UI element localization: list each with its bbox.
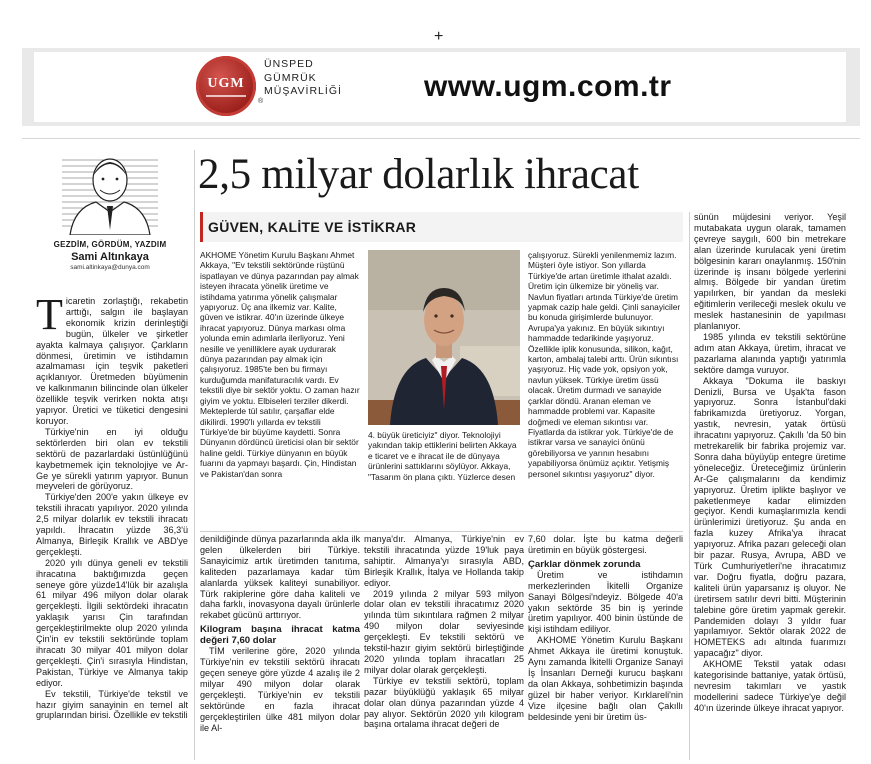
- logo-underline: [206, 95, 246, 97]
- author-email-link[interactable]: sami.altinkaya@dunya.com: [70, 264, 150, 271]
- article-column-5: [694, 212, 846, 760]
- column-label: GEZDİM, GÖRDÜM, YAZDIM: [53, 240, 167, 249]
- interviewee-photo: [368, 250, 520, 425]
- kicker-accent: [200, 212, 203, 242]
- paragraph: 1985 yılında ev tekstili sektörüne adım atan Akkaya, üretim, ihracat ve pazarlama alanında yaptığı yatırımla sektöre damga vuruyor.: [694, 331, 846, 375]
- paragraph: Üretim ve istihdamın merkezlerinden İkitelli Organize Sanayi Bölgesi'ndeyiz. Bölgede 40'a yakın sektörde 35 bin iş yerinde üretim yapılıyor. 400 binin üstünde de kişi istihdam ediliyor.: [528, 569, 683, 635]
- author-portrait: [60, 150, 160, 235]
- paragraph: sünün müjdesini veriyor. Yeşil mutabakata uygun olarak, tamamen çevreye saygılı, 600 bin metrekare alan üzerinde kurulacak yeni üretim bölgesinin kararı onaylanmış. 150'nin üzerinde iş insanı bölgede yerlerini almış. Bölgede bir yandan üretim yapılırken, bir yandan da mesleki eğitimlerin verileceği meslek okulu ve meslek hastanesinin de yapılması planlanıyor.: [694, 212, 846, 332]
- registered-mark: ®: [258, 98, 264, 105]
- column-divider: [689, 212, 690, 760]
- paragraph: Akkaya "Dokuma ile baskıyı Denizli, Bursa ve Uşak'ta fason yapıyoruz. Sonra İstanbul'daki fabrikamızda üretiyoruz. Yorgan, yastık, nevresin, yatak örtüsü ihracatını yapıyoruz. Çakıllı 'da 50 bin metrekarelik bir fabrika projemiz var. Sonra daha büyüyüp entegre üretime yöneleceğiz. Üreteceğimiz ürünlerin Ar-Ge çalışmalarını da kendimiz yapıyoruz. Üretim iplikte başlıyor ve paketlenmeye kadar elimizden geçiyor. Kendi kumaşlarımızla kendi ürünlerimizi üretiyoruz. Şu anda en fazla kuzey Afrika'ya ihracat yapıyoruz. Afrika pazarı geleceği olan bir pazar. Rusya, Avrupa, ABD ve Türk Cumhuriyetleri'ne ihracatımız var. Doğru fiyatla, doğru pazara, kaliteli ürün yaparsanız iş oluyor. Ne üretirsem satılır devri bitti. Müşterinin talebine göre üretim yapmak gerekir. Pandemiden dolayı 3 yıldır fuar yapılamıyor. Sektör olarak 2022 de HOMETEKS adı altında fuarımızı yapacağız" diyor.: [694, 375, 846, 659]
- banner-url-link[interactable]: www.ugm.com.tr: [424, 70, 672, 103]
- article-column-4: [528, 534, 683, 760]
- paragraph: AKHOME Yönetim Kurulu Başkanı Ahmet Akkaya ile üretimi konuştuk. Aynı zamanda İkitelli Organize Sanayi İş İnsanları Derneği kurucu başkanı da olan Akkaya, sohbetimizin başında güzel bir haber veriyor. Kırklareli'nin Vize ilçesine bağlı olan Çakıllı beldesinde yeni bir üretim üs-: [528, 635, 683, 722]
- column-divider: [194, 150, 195, 760]
- subheading: Çarklar dönmek zorunda: [528, 558, 641, 570]
- paragraph: Ev tekstili, Türkiye'de tekstil ve hazır giyim sanayinin en temel alt gruplarından birisi. Özellikle ev tekstili: [36, 688, 188, 721]
- article-headline: 2,5 milyar dolarlık ihracat: [198, 151, 639, 198]
- firm-line-3: MÜŞAVİRLİĞİ: [264, 85, 342, 97]
- paragraph: TİM verilerine göre, 2020 yılında Türkiye'nin ev tekstili sektörü ihracatı geçen seneye göre yüzde 4 azalış ile 2 milyar 490 milyon dolar olarak gerçekleşti. Türkiye'nin ev tekstili sektöründe en fazla ihracat gerçekleştirilen ülke 481 milyon dolar ile Al-: [200, 646, 360, 733]
- article-kicker: GÜVEN, KALİTE VE İSTİKRAR: [208, 219, 417, 235]
- subheading: Kilogram başına ihracat katma değeri 7,60 dolar: [200, 624, 360, 647]
- divider: [22, 138, 860, 139]
- logo-text: UGM: [207, 76, 245, 91]
- interview-box-right: [528, 250, 683, 530]
- drop-cap: T: [36, 296, 63, 339]
- paragraph: manya'dır. Almanya, Türkiye'nin ev tekstili ihracatında yüzde 19'luk paya sahiptir. Almanya'yı sırasıyla ABD, Birleşik Krallık, İtalya ve Hollanda takip ediyor.: [364, 534, 524, 588]
- paragraph: denildiğinde dünya pazarlarında akla ilk gelen ülkelerden biri Türkiye. Sanayicimiz artık üretimden tanıtıma, kaliteden pazarlamaya kadar tüm alanlarda yüksek kaliteyi sunabiliyor. Türk rakiplerine göre daha kaliteli ve daha farklı, inovasyona dayalı ürünlerle rekabet gücünü arttırıyor.: [200, 534, 360, 621]
- article-column-2: [200, 534, 360, 760]
- crosshair-icon: +: [434, 28, 444, 45]
- article-column-1: [36, 296, 188, 758]
- paragraph: 2019 yılında 2 milyar 593 milyon dolar olan ev tekstili ihracatımız 2020 yılında tüm sıkıntılara rağmen 2 milyar 490 milyon dolar seviyesinde gerçekleşti. Ev tekstili sektörü ve tekstil-hazır giyim sektörü birleştiğinde 2020 yılında toplam ihracatları 25 milyar dolar olarak gerçekleşti.: [364, 588, 524, 675]
- paragraph: AKHOME Yönetim Kurulu Başkanı Ahmet Akkaya, "Ev tekstili sektöründe rüştünü ispatlayan ve dünya pazarından pay almak isteyen ihracata yönelik üretime ve istihdama yatırıma yönelik çalışmalar yapıyoruz. Üç ana ilkemiz var. Kalite, güven ve istikrar. 40'ın üzerinde ülkeye ihracat yapıyoruz. Dünya markası olma yolunda emin adımlarla ilerliyoruz. Yeni nesille ve yenilliklere ayak uydurarak dünya pazarından pay almak için çalışıyoruz. 1985'te ben bu firmayı kurduğumda manifaturacılık vardı. Ev tekstili diye bir sektör yoktu. O zaman hazır giyim ve yoktu. Elbiseleri terziler dikerdi. Mekteplerde tül satılır, çarşaflar elde dikilirdi. 1990'lı yıllarda ev tekstili Türkiye'de bir büyüme kaydetti. Sonra Dünyanın dördüncü üreticisi olan bir sektör haline geldi. Türkiye dünyanın en büyük fuarını da yapmayı başardı. Çin, Hindistan ve Pakistan'dan sonra: [200, 250, 360, 479]
- paragraph: AKHOME Tekstil yatak odası kategorisinde battaniye, yatak örtüsü, nevresim takımları ve yastık modellerini sadece Türkiye'ye değil 40'ın üzerinde ülkeye ihracat yapıyor.: [694, 659, 846, 713]
- paragraph: 7,60 dolar. İşte bu katma değerli üretimin en büyük göstergesi.: [528, 534, 683, 555]
- box-divider: [200, 531, 683, 532]
- paragraph: Türkiye'nin en iyi olduğu sektörlerden biri olan ev tekstili sektörü de pazarlardaki üstünlüğünü kaybetmemek için teknolojiye ve Ar-Ge ye sürekli yatırım yapıyor. Bunun meyveleri de görüyoruz.: [36, 426, 188, 492]
- author-name: Sami Altınkaya: [71, 251, 149, 263]
- paragraph: icaretin zorlaştığı, rekabetin arttığı, salgın ile başlayan ekonomik krizin derinleştiği bugün, ülkeler ve şirketler ayakta kalmaya çalışıyor. Çarkların dönmesi, üretimin ve istihdamın azalmaması için teşvik paketleri açıklanıyor. Üretmeden büyümenin ve kalkınmanın bilincinde olan ülkeler özellikle teşvik verirken nokta atışı yapıyor. Üretici ve tüketici dengesini koruyor.: [36, 296, 188, 426]
- paragraph: çalışıyoruz. Sürekli yenilenmemiz lazım. Müşteri öyle istiyor. Son yıllarda Türkiye'de artan üretimle ithalat azaldı. Üretim için ülkemize bir yöneliş var. Navlun fiyatları artında Türkiye'de üretim yapmak cazip hale geldi. Çinli sanayiciler bu konuda girişimlerde bulunuyor. Avrupa'ya yakınız. En büyük sıkıntıyı hammadde tedarikinde yaşıyoruz. Özellikle iplik konusunda, silikon, kağıt, karton, ambalaj talebi arttı. Ürün sıkıntısı yaşıyoruz. Hiç vade yok, opsiyon yok, navlun yüksek. Türkiye üretim üssü olacak. Üretim durmadı ve sanayide çarklar döndü. Aranan eleman ve hammadde problemi var. Kapasite doğmedi ve eleman sıkıntısı var. Fiyatlarda da istikrar yok. Türkiye'de de istikrar varsa ve sanayici önünü görebiliyorsa ve yarının hesabını yapabiliyorsa önümüz açıktır. Yetişmiş personel sıkıntısı yaşıyoruz" diyor.: [528, 250, 681, 479]
- interview-box-left: [200, 250, 360, 530]
- firm-name: [264, 58, 342, 99]
- firm-line-1: ÜNSPED: [264, 58, 314, 70]
- firm-line-2: GÜMRÜK: [264, 71, 317, 84]
- paragraph: 2020 yılı dünya geneli ev tekstili ihracatına baktığımızda geçen seneye göre yüzde14'lük bir azalışla 61 milyar 496 milyon dolar olarak gerçekleşti. İlgili sektördeki ihracatın yaklaşık yarısı Çin tarafından gerçekleştirilmekte olup 2020 yılında Çin'in ev tekstili sektöründe toplam ihracatı 30 milyar 401 milyon dolar gerçekleşti. Çin'i sırasıyla Hindistan, Pakistan, Türkiye ve Almanya takip ediyor.: [36, 557, 188, 688]
- paragraph: Türkiye ev tekstili sektörü, toplam pazar büyüklüğü yaklaşık 65 milyar dolar olan dünya pazarından yüzde 4 pay alıyor. Sektörün 2020 yılı kilogram başına ortalama ihracat değeri de: [364, 675, 524, 730]
- photo-caption: 4. büyük üreticiyiz" diyor. Teknolojiyi yakından takip ettiklerini belirten Akkaya e ticaret ve e ihracat ile de dünyaya ürünlerini sattıklarını söylüyor. Akkaya, "Tasarım ön plana çıktı. Yüzlerce desen: [368, 430, 517, 482]
- article-column-3: [364, 534, 524, 760]
- paragraph: Türkiye'den 200'e yakın ülkeye ev tekstili ihracatı yapılıyor. 2020 yılında 2,5 milyar dolarlık ev tekstili ihracatı yapıldı. İhracatın yüzde 36,3'ü Almanya, Birleşik Krallık ve ABD'ye gerçekleşti.: [36, 492, 188, 557]
